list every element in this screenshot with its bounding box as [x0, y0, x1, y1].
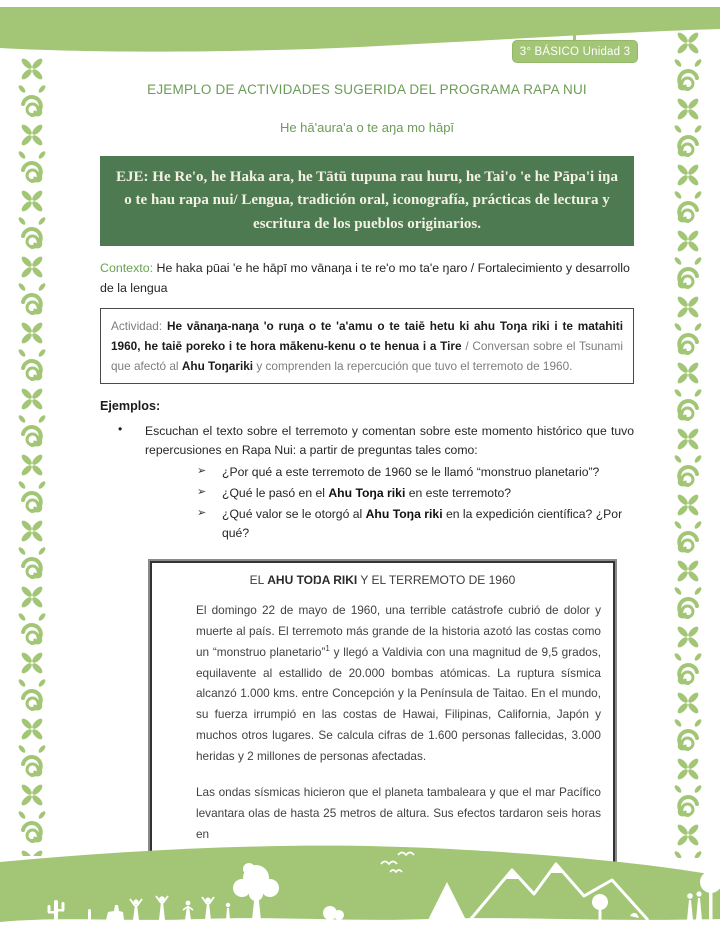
contexto-label: Contexto: [100, 260, 154, 275]
question-post: en este terremoto? [405, 485, 512, 500]
actividad-label: Actividad: [111, 318, 167, 333]
page-subtitle: He hā'aura'a o te aŋa mo hāpī [279, 120, 455, 135]
main-content [100, 0, 634, 923]
koru-pattern-icon [674, 30, 702, 858]
arrow-marker-icon: ➢ [197, 506, 207, 519]
reading-title-pre: EL [249, 573, 268, 588]
reading-box [148, 559, 617, 872]
right-koru-border [674, 30, 702, 858]
question-post: en la expedición científica? ¿Por qué? [222, 506, 623, 540]
bullet-text: Escuchan el texto sobre el terremoto y comentan sobre este momento histórico que tuvo repercusiones en Rapa Nui: a partir de preguntas tales como: [145, 423, 634, 458]
footnote-marker: 1 [325, 644, 330, 654]
eje-banner: EJE: He Re'o, he Haka ara, he Tātū tupuna rau huru, he Tai'o 'e he Pāpa'i iŋa o te hau rapa nui/ Lengua, tradición oral, iconografía, prácticas de lectura y escritura de los pueblos originarios. [100, 156, 634, 246]
reading-p1-text: El domingo 22 de mayo de 1960, una terrible catástrofe cubrió de dolor y muerte al país. El terremoto más grande de la historia azotó las costas como un “monstruo planetario” [196, 603, 601, 659]
bullet-marker: • [118, 421, 123, 436]
actividad-spanish-text-1: / Conversan sobre el Tsunami que afectó al [111, 338, 623, 373]
contexto-text: He haka pūai 'e he hāpī mo vānaŋa i te re'o mo ta'e ŋaro / Fortalecimiento y desarrollo de la lengua [100, 260, 630, 296]
question-bold: Ahu Toŋa riki [365, 506, 443, 521]
page-title: EJEMPLO DE ACTIVIDADES SUGERIDA DEL PROGRAMA RAPA NUI [147, 82, 587, 97]
question-item [197, 505, 634, 543]
koru-pattern-icon [18, 56, 46, 856]
ground-silhouette [0, 918, 720, 932]
question-item [197, 463, 634, 482]
question-text [222, 505, 634, 543]
contexto-paragraph [100, 258, 634, 299]
question-pre: ¿Por qué a este terremoto de 1960 se le llamó “monstruo planetario”? [222, 464, 600, 479]
actividad-spanish-bold: Ahu Toŋariki [181, 358, 254, 373]
question-item [197, 484, 634, 503]
actividad-rapanui-text: He vānaŋa-naŋa 'o ruŋa o te 'a'amu o te taiē hetu ki ahu Toŋa riki i te matahiti 1960, he taiē poreko i te hora mākenu-kenu o te henua i a Tire [111, 318, 623, 353]
footer-landscape [0, 836, 720, 932]
reading-box-inner [150, 561, 615, 870]
question-bold: Ahu Toŋa riki [328, 485, 406, 500]
unit-badge-label: 3° BÁSICO Unidad 3 [519, 45, 631, 58]
reading-box-title [164, 573, 601, 587]
actividad-box [100, 308, 634, 384]
reading-paragraph-2: Las ondas sísmicas hicieron que el planeta tambaleara y que el mar Pacífico levantara olas de hasta 25 metros de altura. Sus efectos tardaron seis horas en [196, 785, 601, 841]
bullet-item [100, 422, 634, 461]
ejemplos-heading: Ejemplos: [100, 398, 161, 413]
left-koru-border [18, 56, 46, 856]
question-pre: ¿Qué valor se le otorgó al [222, 506, 366, 521]
reading-p1-text-cont: y llegó a Valdivia con una magnitud de 9,5 grados, equilavente al estallido de 20.000 bombas atómicas. La ruptura sísmica alcanzó 1.000 kms. entre Concepción y la Península de Taitao. En el mundo, su fuerza irrumpió en las costas de Hawai, Filipinas, California, Japón y muchos otros lugares. Se calcula cifras de 1.600 personas fallecidas, 3.000 heridas y 2 millones de personas afectadas. [196, 644, 601, 763]
reading-title-post: Y EL TERREMOTO DE 1960 [357, 573, 516, 588]
actividad-spanish-text-2: y comprenden la repercución que tuvo el terremoto de 1960. [253, 358, 573, 373]
reading-paragraph-1 [196, 600, 601, 766]
question-pre: ¿Qué le pasó en el [222, 485, 329, 500]
question-text [222, 463, 634, 482]
arrow-marker-icon: ➢ [197, 464, 207, 477]
question-text [222, 484, 634, 503]
reading-title-bold: AHU TOŊA RIKI [267, 573, 358, 588]
arrow-marker-icon: ➢ [197, 485, 207, 498]
